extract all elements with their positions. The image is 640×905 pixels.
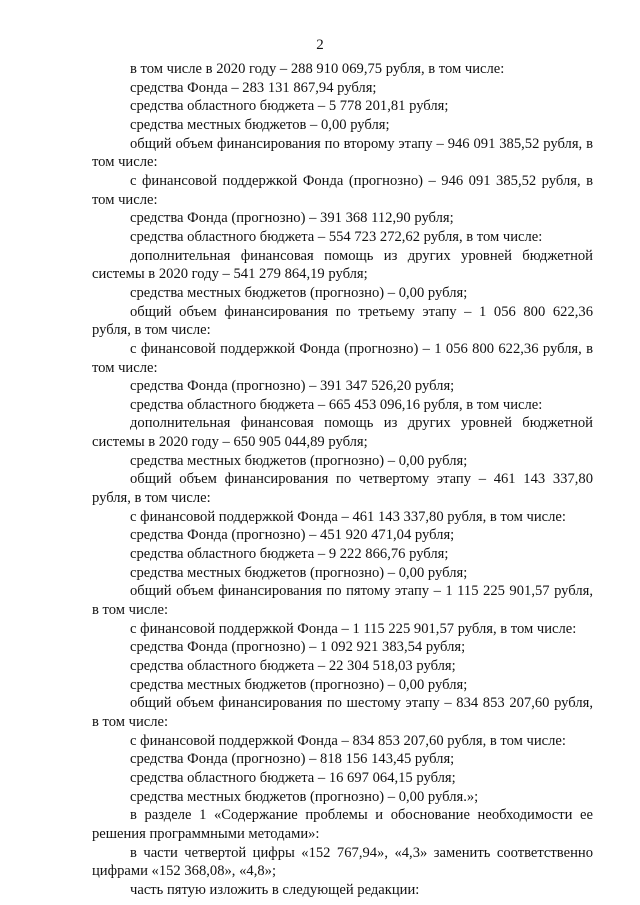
paragraph: средства местных бюджетов (прогнозно) – 0,00 рубля;: [130, 676, 468, 693]
paragraph: общий объем финансирования по пятому этапу – 1 115 225 901,57 рубля, в том числе:: [92, 583, 593, 619]
paragraph: общий объем финансирования по четвертому этапу – 461 143 337,80 рубля, в том числе:: [92, 471, 593, 507]
paragraph: общий объем финансирования по шестому этапу – 834 853 207,60 рубля, в том числе:: [92, 695, 593, 730]
paragraph: средства местных бюджетов – 0,00 рубля;: [130, 116, 390, 133]
paragraph: средства Фонда (прогнозно) – 1 092 921 383,54 рубля;: [130, 639, 466, 656]
page-number: 2: [316, 37, 324, 53]
paragraph: в разделе 1 «Содержание проблемы и обоснование необходимости ее решения программными методами»:: [92, 807, 593, 842]
paragraph: с финансовой поддержкой Фонда – 461 143 337,80 рубля, в том числе:: [130, 508, 566, 525]
paragraph: в части четвертой цифры «152 767,94», «4,3» заменить соответственно цифрами «152 368,08», «4,8»;: [92, 844, 593, 880]
paragraph: средства Фонда – 283 131 867,94 рубля;: [130, 79, 377, 96]
paragraph: средства местных бюджетов (прогнозно) – 0,00 рубля.»;: [130, 788, 479, 805]
paragraph: средства Фонда (прогнозно) – 818 156 143,45 рубля;: [130, 751, 455, 768]
paragraph: средства областного бюджета – 22 304 518,03 рубля;: [130, 658, 456, 674]
document-body: [92, 60, 593, 900]
paragraph: средства областного бюджета – 9 222 866,76 рубля;: [130, 546, 449, 563]
paragraph: общий объем финансирования по второму этапу – 946 091 385,52 рубля, в том числе:: [92, 135, 593, 171]
paragraph: средства Фонда (прогнозно) – 451 920 471,04 рубля;: [130, 527, 455, 544]
paragraph: общий объем финансирования по третьему этапу – 1 056 800 622,36 рубля, в том числе:: [92, 303, 593, 339]
paragraph: средства областного бюджета – 5 778 201,81 рубля;: [130, 98, 449, 115]
paragraph: средства областного бюджета – 665 453 096,16 рубля, в том числе:: [130, 396, 543, 413]
paragraph: с финансовой поддержкой Фонда (прогнозно) – 1 056 800 622,36 рубля, в том числе:: [92, 340, 593, 376]
paragraph: средства местных бюджетов (прогнозно) – 0,00 рубля;: [130, 284, 468, 301]
paragraph: дополнительная финансовая помощь из других уровней бюджетной системы в 2020 году – 541 279 864,19 рубля;: [92, 247, 593, 283]
paragraph: с финансовой поддержкой Фонда – 1 115 225 901,57 рубля, в том числе:: [130, 620, 577, 637]
paragraph: средства местных бюджетов (прогнозно) – 0,00 рубля;: [130, 452, 468, 469]
paragraph: часть пятую изложить в следующей редакции:: [130, 881, 420, 898]
paragraph: с финансовой поддержкой Фонда (прогнозно) – 946 091 385,52 рубля, в том числе:: [92, 172, 593, 208]
paragraph: с финансовой поддержкой Фонда – 834 853 207,60 рубля, в том числе:: [130, 732, 566, 749]
paragraph: средства Фонда (прогнозно) – 391 347 526,20 рубля;: [130, 378, 455, 395]
paragraph: средства местных бюджетов (прогнозно) – 0,00 рубля;: [130, 564, 468, 581]
paragraph: дополнительная финансовая помощь из других уровней бюджетной системы в 2020 году – 650 905 044,89 рубля;: [92, 415, 593, 451]
paragraph: средства Фонда (прогнозно) – 391 368 112,90 рубля;: [130, 210, 454, 227]
paragraph: средства областного бюджета – 554 723 272,62 рубля, в том числе:: [130, 228, 543, 245]
paragraph: в том числе в 2020 году – 288 910 069,75 рубля, в том числе:: [130, 61, 505, 77]
paragraph: средства областного бюджета – 16 697 064,15 рубля;: [130, 769, 456, 786]
